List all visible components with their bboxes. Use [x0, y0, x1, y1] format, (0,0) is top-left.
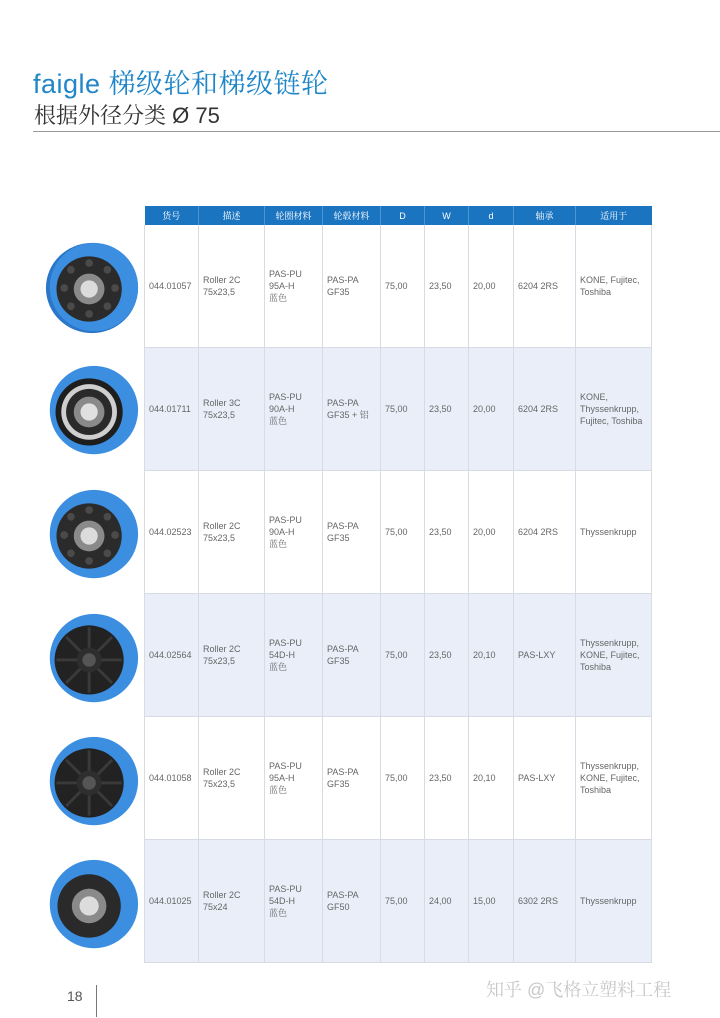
hub-material-cell: PAS-PA GF50 — [323, 840, 381, 963]
table-row — [145, 471, 652, 594]
rim-material-cell: PAS-PU 54D-H 蓝色 — [265, 594, 323, 717]
description-cell: Roller 2C 75x23,5 — [199, 594, 265, 717]
ribbed-wheel-icon — [44, 611, 140, 707]
hub-material-cell: PAS-PA GF35 — [323, 471, 381, 594]
hub-material-cell: PAS-PA GF35 — [323, 225, 381, 348]
bearing-cell: 6204 2RS — [514, 348, 576, 471]
table-header-row — [145, 206, 652, 225]
rim-material-cell: PAS-PU 95A-H 蓝色 — [265, 225, 323, 348]
table-row — [145, 594, 652, 717]
diameter-cell: 75,00 — [381, 348, 425, 471]
column-header: 轮毂材料 — [323, 206, 381, 225]
column-header: D — [381, 206, 425, 225]
width-cell: 23,50 — [425, 225, 469, 348]
width-cell: 23,50 — [425, 594, 469, 717]
hub-material-cell: PAS-PA GF35 — [323, 594, 381, 717]
watermark: 知乎 @飞格立塑料工程 — [486, 980, 672, 1000]
fits-cell: Thyssenkrupp, KONE, Fujitec, Toshiba — [576, 717, 652, 840]
column-header: 适用于 — [576, 206, 652, 225]
width-cell: 24,00 — [425, 840, 469, 963]
bearing-cell: 6204 2RS — [514, 225, 576, 348]
fits-cell: Thyssenkrupp — [576, 840, 652, 963]
hub-material-cell: PAS-PA GF35 + 铝 — [323, 348, 381, 471]
description-cell: Roller 2C 75x24 — [199, 840, 265, 963]
fits-cell: KONE, Thyssenkrupp, Fujitec, Toshiba — [576, 348, 652, 471]
column-header: 轴承 — [514, 206, 576, 225]
bearing-cell: 6204 2RS — [514, 471, 576, 594]
bore-cell: 20,00 — [469, 348, 514, 471]
table-row — [145, 840, 652, 963]
fits-cell: Thyssenkrupp, KONE, Fujitec, Toshiba — [576, 594, 652, 717]
spoked-wheel-icon — [44, 487, 140, 583]
column-header: 轮圈材料 — [265, 206, 323, 225]
column-header: d — [469, 206, 514, 225]
diameter-cell: 75,00 — [381, 717, 425, 840]
fits-cell: Thyssenkrupp — [576, 471, 652, 594]
bore-cell: 20,00 — [469, 471, 514, 594]
bearing-cell: 6302 2RS — [514, 840, 576, 963]
part-number-cell: 044.01025 — [145, 840, 199, 963]
column-header: 货号 — [145, 206, 199, 225]
bore-cell: 20,10 — [469, 594, 514, 717]
description-cell: Roller 2C 75x23,5 — [199, 717, 265, 840]
title-divider — [33, 131, 720, 132]
bore-cell: 20,00 — [469, 225, 514, 348]
bearing-cell: PAS-LXY — [514, 717, 576, 840]
spoked-wheel-icon — [44, 240, 140, 336]
diameter-cell: 75,00 — [381, 594, 425, 717]
table-row — [145, 225, 652, 348]
rim-material-cell: PAS-PU 54D-H 蓝色 — [265, 840, 323, 963]
page-title: faigle 梯级轮和梯级链轮 — [33, 69, 329, 99]
hub-material-cell: PAS-PA GF35 — [323, 717, 381, 840]
ribbed-wheel-icon — [44, 734, 140, 830]
aluminium-hub-wheel-icon — [44, 363, 140, 459]
width-cell: 23,50 — [425, 348, 469, 471]
description-cell: Roller 3C 75x23,5 — [199, 348, 265, 471]
part-number-cell: 044.02564 — [145, 594, 199, 717]
description-cell: Roller 2C 75x23,5 — [199, 225, 265, 348]
fits-cell: KONE, Fujitec, Toshiba — [576, 225, 652, 348]
diameter-cell: 75,00 — [381, 225, 425, 348]
description-cell: Roller 2C 75x23,5 — [199, 471, 265, 594]
page-number: 18 — [67, 988, 83, 1004]
diameter-cell: 75,00 — [381, 471, 425, 594]
bore-cell: 15,00 — [469, 840, 514, 963]
rim-material-cell: PAS-PU 95A-H 蓝色 — [265, 717, 323, 840]
table-row — [145, 348, 652, 471]
diameter-cell: 75,00 — [381, 840, 425, 963]
bore-cell: 20,10 — [469, 717, 514, 840]
bearing-cell: PAS-LXY — [514, 594, 576, 717]
width-cell: 23,50 — [425, 717, 469, 840]
footer-divider — [96, 985, 97, 1017]
rim-material-cell: PAS-PU 90A-H 蓝色 — [265, 471, 323, 594]
column-header: 描述 — [199, 206, 265, 225]
solid-hub-wheel-icon — [44, 857, 140, 953]
page-subtitle: 根据外径分类 Ø 75 — [34, 103, 220, 128]
column-header: W — [425, 206, 469, 225]
part-number-cell: 044.02523 — [145, 471, 199, 594]
part-number-cell: 044.01058 — [145, 717, 199, 840]
spec-table — [144, 206, 652, 963]
rim-material-cell: PAS-PU 90A-H 蓝色 — [265, 348, 323, 471]
table-row — [145, 717, 652, 840]
part-number-cell: 044.01711 — [145, 348, 199, 471]
part-number-cell: 044.01057 — [145, 225, 199, 348]
width-cell: 23,50 — [425, 471, 469, 594]
